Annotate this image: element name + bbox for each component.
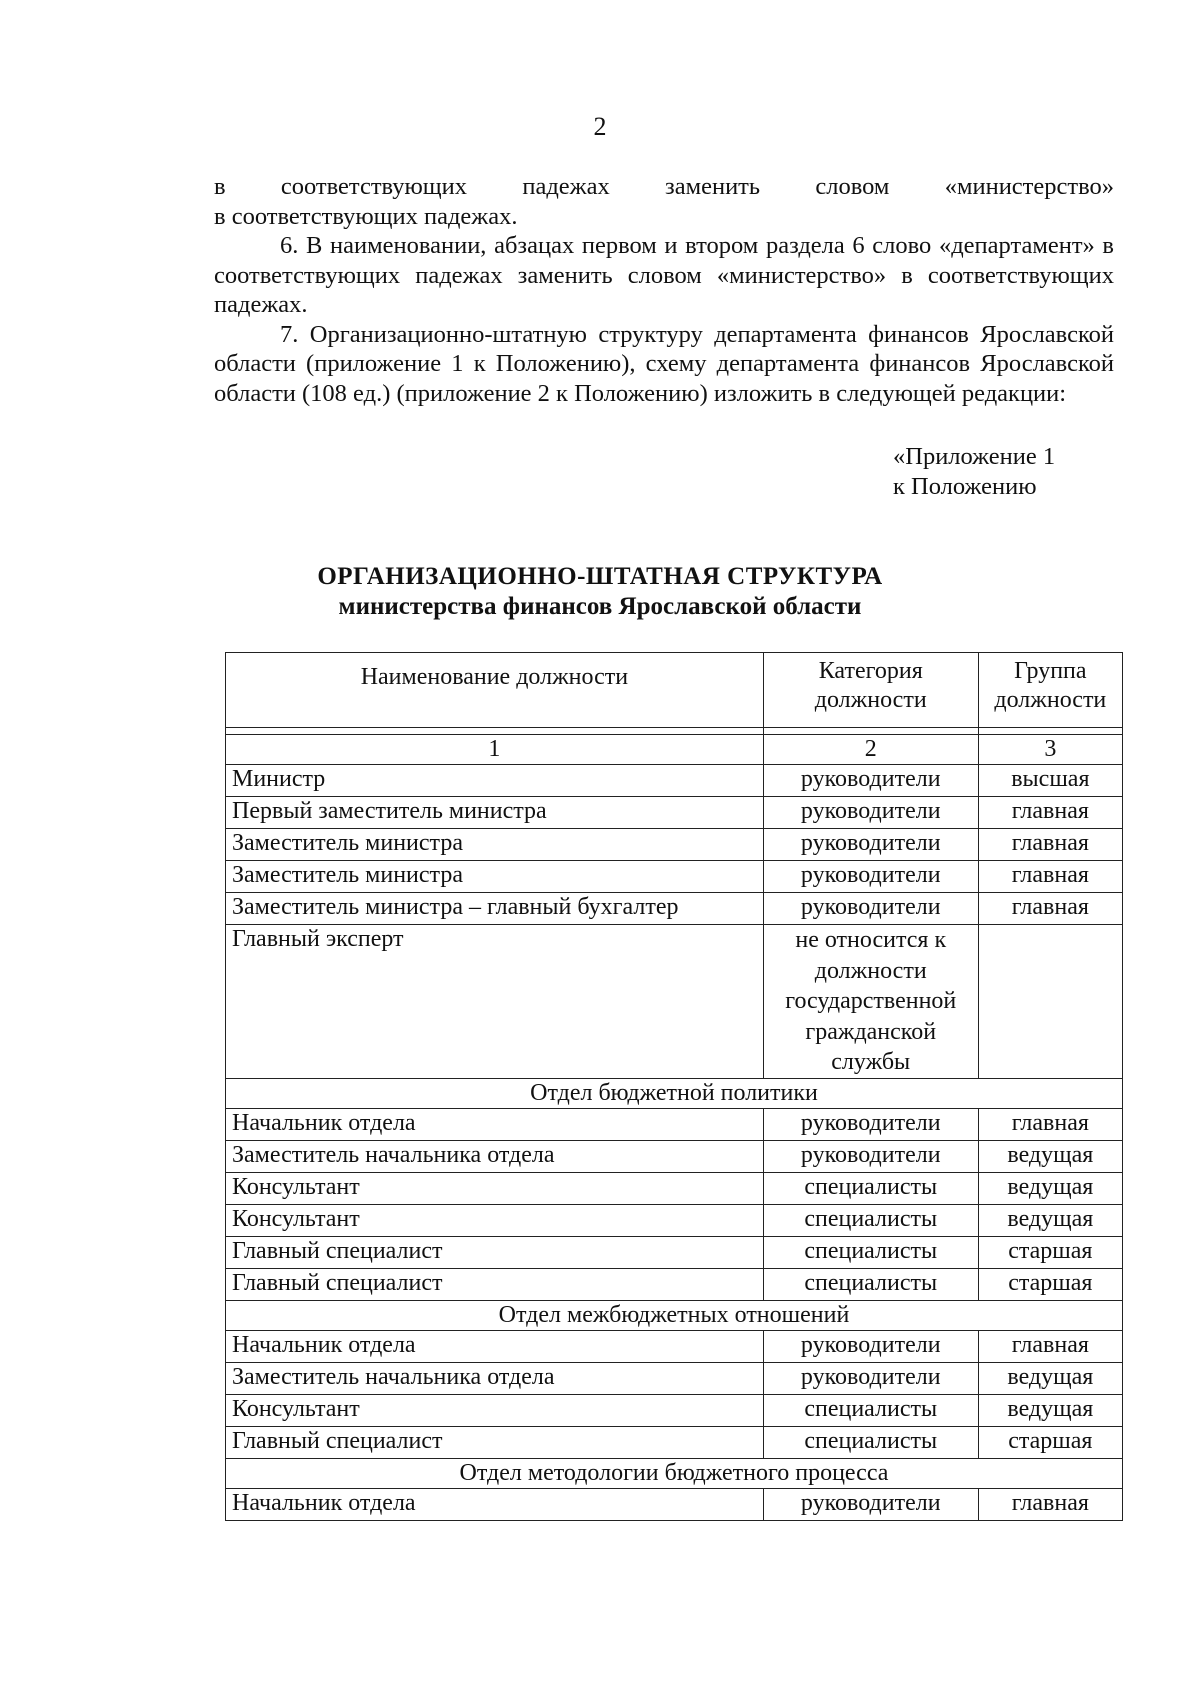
appendix-caption xyxy=(893,442,1055,501)
position-category: специалисты xyxy=(763,1172,978,1204)
table-row xyxy=(226,1426,1123,1458)
position-name: Министр xyxy=(226,765,764,797)
position-group: ведущая xyxy=(978,1172,1122,1204)
table-row xyxy=(226,1236,1123,1268)
section-title-row xyxy=(226,1078,1123,1108)
position-group: старшая xyxy=(978,1426,1122,1458)
table-row xyxy=(226,1488,1123,1520)
position-group: главная xyxy=(978,797,1122,829)
paragraph-7: 7. Организационно-штатную структуру департамента финансов Ярославской области (приложение 1 к Положению), схему департамента финансов Ярославской области (108 ед.) (приложение 2 к Положению) изложить в следующей редакции: xyxy=(214,320,1114,407)
table-row xyxy=(226,1172,1123,1204)
position-category: руководители xyxy=(763,861,978,893)
appendix-line-1: «Приложение 1 xyxy=(893,443,1056,470)
position-category: не относится к должности государственной гражданской службы xyxy=(763,925,978,1079)
position-category: руководители xyxy=(763,1488,978,1520)
table-row xyxy=(226,829,1123,861)
position-name: Консультант xyxy=(226,1204,764,1236)
position-category: руководители xyxy=(763,829,978,861)
position-group: главная xyxy=(978,1488,1122,1520)
column-number-3: 3 xyxy=(978,735,1122,765)
table-row xyxy=(226,797,1123,829)
table-row xyxy=(226,861,1123,893)
position-group: ведущая xyxy=(978,1204,1122,1236)
position-name: Консультант xyxy=(226,1394,764,1426)
position-category: специалисты xyxy=(763,1426,978,1458)
table-row xyxy=(226,1140,1123,1172)
table-row xyxy=(226,893,1123,925)
table-row xyxy=(226,925,1123,1079)
position-category: руководители xyxy=(763,1330,978,1362)
title-line-1: ОРГАНИЗАЦИОННО-ШТАТНАЯ СТРУКТУРА xyxy=(317,563,883,590)
position-name: Главный специалист xyxy=(226,1426,764,1458)
table-row xyxy=(226,1330,1123,1362)
position-group: главная xyxy=(978,893,1122,925)
position-group: главная xyxy=(978,861,1122,893)
position-name: Главный специалист xyxy=(226,1236,764,1268)
position-name: Консультант xyxy=(226,1172,764,1204)
page-number: 2 xyxy=(593,112,607,141)
column-number-1: 1 xyxy=(226,735,764,765)
table-row xyxy=(226,1204,1123,1236)
body-text xyxy=(214,172,1114,408)
position-group: высшая xyxy=(978,765,1122,797)
document-title xyxy=(0,562,1200,622)
column-number-row xyxy=(226,735,1123,765)
position-group: старшая xyxy=(978,1236,1122,1268)
position-group xyxy=(978,925,1122,1079)
position-name: Начальник отдела xyxy=(226,1488,764,1520)
table-header-row xyxy=(226,653,1123,728)
table-row xyxy=(226,1108,1123,1140)
position-name: Главный эксперт xyxy=(226,925,764,1079)
position-name: Заместитель начальника отдела xyxy=(226,1140,764,1172)
position-group: главная xyxy=(978,1108,1122,1140)
section-title-row xyxy=(226,1300,1123,1330)
position-category: специалисты xyxy=(763,1236,978,1268)
position-category: руководители xyxy=(763,893,978,925)
table-row xyxy=(226,765,1123,797)
paragraph-6: 6. В наименовании, абзацах первом и втором раздела 6 слово «департамент» в соответствующих падежах заменить словом «министерство» в соответствующих падежах. xyxy=(214,232,1114,318)
position-category: руководители xyxy=(763,797,978,829)
position-category: руководители xyxy=(763,765,978,797)
position-group: ведущая xyxy=(978,1362,1122,1394)
position-name: Начальник отдела xyxy=(226,1330,764,1362)
table-row xyxy=(226,1268,1123,1300)
title-line-2: министерства финансов Ярославской области xyxy=(338,593,862,620)
paragraph-5-line-2: в соответствующих падежах. xyxy=(214,202,518,230)
header-separator xyxy=(226,728,1123,735)
position-group: главная xyxy=(978,829,1122,861)
appendix-line-2: к Положению xyxy=(893,472,1037,500)
column-number-2: 2 xyxy=(763,735,978,765)
staff-structure-table xyxy=(225,652,1123,1521)
position-name: Заместитель министра xyxy=(226,861,764,893)
position-category: руководители xyxy=(763,1140,978,1172)
position-group: ведущая xyxy=(978,1140,1122,1172)
header-group: Группа должности xyxy=(978,653,1122,728)
table-row xyxy=(226,1362,1123,1394)
position-category: руководители xyxy=(763,1108,978,1140)
position-name: Заместитель начальника отдела xyxy=(226,1362,764,1394)
header-category: Категория должности xyxy=(763,653,978,728)
table-row xyxy=(226,1394,1123,1426)
position-group: ведущая xyxy=(978,1394,1122,1426)
position-name: Начальник отдела xyxy=(226,1108,764,1140)
position-group: главная xyxy=(978,1330,1122,1362)
position-category: специалисты xyxy=(763,1394,978,1426)
position-category: руководители xyxy=(763,1362,978,1394)
paragraph-5-line-1: в соответствующих падежах заменить словом «министерство» xyxy=(214,173,1114,200)
section-title-row xyxy=(226,1458,1123,1488)
section-title: Отдел методологии бюджетного процесса xyxy=(226,1458,1123,1488)
position-name: Заместитель министра – главный бухгалтер xyxy=(226,893,764,925)
position-group: старшая xyxy=(978,1268,1122,1300)
position-category: специалисты xyxy=(763,1268,978,1300)
section-title: Отдел бюджетной политики xyxy=(226,1078,1123,1108)
position-name: Первый заместитель министра xyxy=(226,797,764,829)
position-name: Главный специалист xyxy=(226,1268,764,1300)
section-title: Отдел межбюджетных отношений xyxy=(226,1300,1123,1330)
header-position-name: Наименование должности xyxy=(226,653,764,728)
position-category: специалисты xyxy=(763,1204,978,1236)
position-name: Заместитель министра xyxy=(226,829,764,861)
